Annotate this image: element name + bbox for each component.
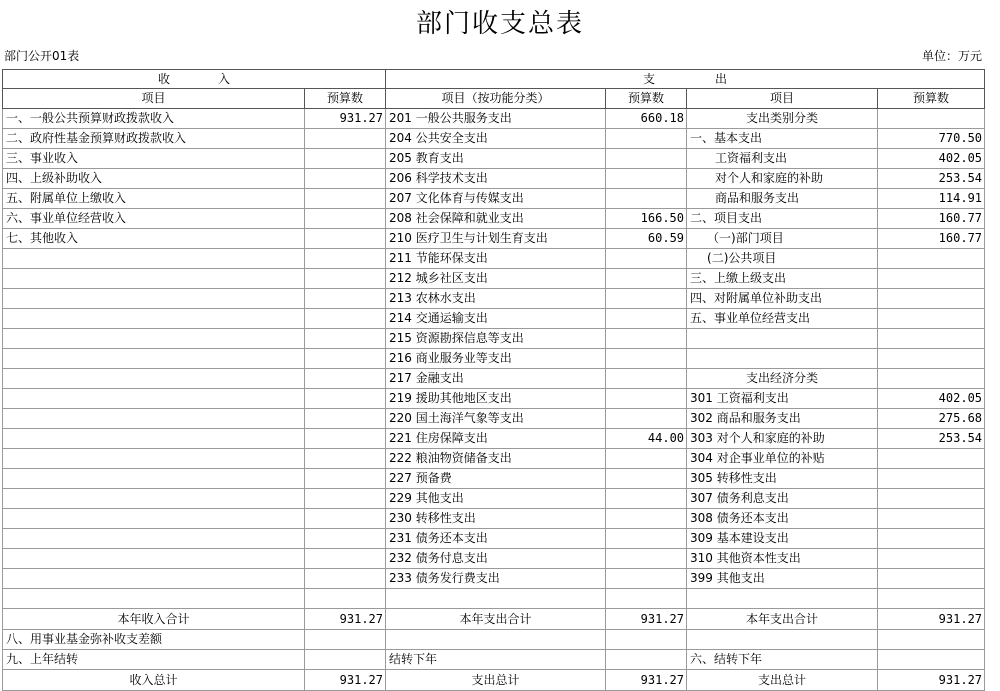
func-budget bbox=[606, 389, 687, 409]
func-item: 213 农林水支出 bbox=[386, 289, 606, 309]
func-item: 201 一般公共服务支出 bbox=[386, 109, 606, 129]
category-item: (二)公共项目 bbox=[687, 249, 878, 269]
func-item: 210 医疗卫生与计划生育支出 bbox=[386, 229, 606, 249]
header-row-group bbox=[3, 70, 985, 89]
func-item: 221 住房保障支出 bbox=[386, 429, 606, 449]
carry-out-value bbox=[606, 650, 687, 670]
expense-group-header: 支 出 bbox=[386, 70, 985, 89]
func-item: 214 交通运输支出 bbox=[386, 309, 606, 329]
income-item bbox=[3, 489, 305, 509]
category-budget bbox=[878, 509, 985, 529]
carry-out-value-2 bbox=[878, 650, 985, 670]
category-budget: 402.05 bbox=[878, 389, 985, 409]
category-item: 303 对个人和家庭的补助 bbox=[687, 429, 878, 449]
category-budget bbox=[878, 549, 985, 569]
category-budget bbox=[878, 529, 985, 549]
table-row bbox=[3, 369, 985, 389]
table-row bbox=[3, 229, 985, 249]
year-expense-label-2: 本年支出合计 bbox=[687, 609, 878, 630]
page-title: 部门收支总表 bbox=[415, 9, 584, 39]
income-item: 二、政府性基金预算财政拨款收入 bbox=[3, 129, 305, 149]
income-group-header: 收 入 bbox=[3, 70, 386, 89]
unit-label: 单位：万元 bbox=[921, 49, 982, 63]
fund-value bbox=[305, 630, 386, 650]
func-budget bbox=[606, 529, 687, 549]
year-expense-value-2: 931.27 bbox=[878, 609, 985, 630]
func-budget bbox=[606, 569, 687, 589]
func-item: 231 债务还本支出 bbox=[386, 529, 606, 549]
table-row bbox=[3, 489, 985, 509]
expense-total-value-2: 931.27 bbox=[878, 670, 985, 691]
income-item bbox=[3, 329, 305, 349]
category-budget bbox=[878, 449, 985, 469]
income-item: 七、其他收入 bbox=[3, 229, 305, 249]
income-budget bbox=[305, 489, 386, 509]
func-budget bbox=[606, 489, 687, 509]
category-item: 308 债务还本支出 bbox=[687, 509, 878, 529]
table-row bbox=[3, 289, 985, 309]
category-item: 五、事业单位经营支出 bbox=[687, 309, 878, 329]
table-row bbox=[3, 349, 985, 369]
income-budget bbox=[305, 329, 386, 349]
category-item: 对个人和家庭的补助 bbox=[687, 169, 878, 189]
year-expense-label: 本年支出合计 bbox=[386, 609, 606, 630]
category-budget bbox=[878, 289, 985, 309]
income-budget bbox=[305, 289, 386, 309]
category-item bbox=[687, 349, 878, 369]
carry-out-label: 结转下年 bbox=[386, 650, 606, 670]
category-item: 304 对企事业单位的补贴 bbox=[687, 449, 878, 469]
category-budget bbox=[878, 489, 985, 509]
func-item: 222 粮油物资储备支出 bbox=[386, 449, 606, 469]
income-budget bbox=[305, 309, 386, 329]
category-item bbox=[687, 589, 878, 609]
func-budget bbox=[606, 469, 687, 489]
income-item bbox=[3, 589, 305, 609]
income-item bbox=[3, 389, 305, 409]
func-item bbox=[386, 589, 606, 609]
expense-total-label: 支出总计 bbox=[386, 670, 606, 691]
category-item: 399 其他支出 bbox=[687, 569, 878, 589]
func-item: 208 社会保障和就业支出 bbox=[386, 209, 606, 229]
func-budget bbox=[606, 149, 687, 169]
income-budget-header: 预算数 bbox=[305, 89, 386, 109]
func-budget bbox=[606, 189, 687, 209]
func-item: 207 文化体育与传媒支出 bbox=[386, 189, 606, 209]
category-item: 一、基本支出 bbox=[687, 129, 878, 149]
func-item: 215 资源勘探信息等支出 bbox=[386, 329, 606, 349]
func-item: 232 债务付息支出 bbox=[386, 549, 606, 569]
income-budget bbox=[305, 529, 386, 549]
carry-in-value bbox=[305, 650, 386, 670]
func-budget: 660.18 bbox=[606, 109, 687, 129]
income-item: 六、事业单位经营收入 bbox=[3, 209, 305, 229]
func-item: 206 科学技术支出 bbox=[386, 169, 606, 189]
func-budget bbox=[606, 169, 687, 189]
category-budget bbox=[878, 309, 985, 329]
income-budget bbox=[305, 589, 386, 609]
table-row bbox=[3, 509, 985, 529]
income-item bbox=[3, 349, 305, 369]
table-row bbox=[3, 569, 985, 589]
grand-total-row bbox=[3, 670, 985, 691]
category-item: 工资福利支出 bbox=[687, 149, 878, 169]
table-row bbox=[3, 149, 985, 169]
income-item bbox=[3, 569, 305, 589]
func-item: 204 公共安全支出 bbox=[386, 129, 606, 149]
category-budget bbox=[878, 369, 985, 389]
func-budget bbox=[606, 349, 687, 369]
category-item: 309 基本建设支出 bbox=[687, 529, 878, 549]
func-item: 227 预备费 bbox=[386, 469, 606, 489]
table-row bbox=[3, 449, 985, 469]
carry-out-label-2: 六、结转下年 bbox=[687, 650, 878, 670]
income-item bbox=[3, 549, 305, 569]
category-budget bbox=[878, 589, 985, 609]
table-row bbox=[3, 409, 985, 429]
income-item: 一、一般公共预算财政拨款收入 bbox=[3, 109, 305, 129]
table-row bbox=[3, 269, 985, 289]
func-budget bbox=[606, 269, 687, 289]
category-budget bbox=[878, 469, 985, 489]
func-item: 205 教育支出 bbox=[386, 149, 606, 169]
category-budget bbox=[878, 249, 985, 269]
func-item: 219 援助其他地区支出 bbox=[386, 389, 606, 409]
category-item: 商品和服务支出 bbox=[687, 189, 878, 209]
category-budget: 402.05 bbox=[878, 149, 985, 169]
category-budget: 253.54 bbox=[878, 169, 985, 189]
table-row bbox=[3, 549, 985, 569]
income-budget bbox=[305, 189, 386, 209]
fund-label: 八、用事业基金弥补收支差额 bbox=[3, 630, 305, 650]
category-budget bbox=[878, 269, 985, 289]
table-row bbox=[3, 169, 985, 189]
func-budget bbox=[606, 589, 687, 609]
func-budget bbox=[606, 249, 687, 269]
income-item bbox=[3, 249, 305, 269]
func-budget bbox=[606, 409, 687, 429]
income-item bbox=[3, 289, 305, 309]
budget-summary-table bbox=[2, 69, 985, 691]
category-budget bbox=[878, 329, 985, 349]
table-row bbox=[3, 329, 985, 349]
expense-total-label-2: 支出总计 bbox=[687, 670, 878, 691]
income-item bbox=[3, 449, 305, 469]
category-item: 302 商品和服务支出 bbox=[687, 409, 878, 429]
income-item bbox=[3, 269, 305, 289]
category-item-header: 项目 bbox=[687, 89, 878, 109]
table-row bbox=[3, 589, 985, 609]
category-budget: 275.68 bbox=[878, 409, 985, 429]
income-budget bbox=[305, 349, 386, 369]
table-row bbox=[3, 249, 985, 269]
year-expense-value: 931.27 bbox=[606, 609, 687, 630]
income-budget bbox=[305, 369, 386, 389]
income-budget bbox=[305, 229, 386, 249]
income-item bbox=[3, 309, 305, 329]
income-budget bbox=[305, 249, 386, 269]
category-budget: 160.77 bbox=[878, 229, 985, 249]
carry-row bbox=[3, 650, 985, 670]
fund-row bbox=[3, 630, 985, 650]
income-budget bbox=[305, 209, 386, 229]
income-budget bbox=[305, 569, 386, 589]
func-budget bbox=[606, 309, 687, 329]
income-budget bbox=[305, 429, 386, 449]
income-total-value: 931.27 bbox=[305, 670, 386, 691]
category-item: 307 债务利息支出 bbox=[687, 489, 878, 509]
category-budget bbox=[878, 109, 985, 129]
table-row bbox=[3, 429, 985, 449]
category-item: （一)部门项目 bbox=[687, 229, 878, 249]
func-budget-header: 预算数 bbox=[606, 89, 687, 109]
category-budget: 114.91 bbox=[878, 189, 985, 209]
func-budget bbox=[606, 449, 687, 469]
category-item: 301 工资福利支出 bbox=[687, 389, 878, 409]
income-item bbox=[3, 529, 305, 549]
income-total-label: 收入总计 bbox=[3, 670, 305, 691]
category-item: 305 转移性支出 bbox=[687, 469, 878, 489]
category-budget: 770.50 bbox=[878, 129, 985, 149]
table-row bbox=[3, 109, 985, 129]
category-item: 四、对附属单位补助支出 bbox=[687, 289, 878, 309]
func-budget bbox=[606, 369, 687, 389]
income-budget bbox=[305, 269, 386, 289]
income-item: 五、附属单位上缴收入 bbox=[3, 189, 305, 209]
income-budget bbox=[305, 389, 386, 409]
func-budget bbox=[606, 129, 687, 149]
income-item bbox=[3, 469, 305, 489]
income-item: 三、事业收入 bbox=[3, 149, 305, 169]
empty-cell bbox=[687, 630, 878, 650]
income-item bbox=[3, 369, 305, 389]
income-budget: 931.27 bbox=[305, 109, 386, 129]
func-item: 230 转移性支出 bbox=[386, 509, 606, 529]
header-row-columns bbox=[3, 89, 985, 109]
category-item: 310 其他资本性支出 bbox=[687, 549, 878, 569]
func-item: 220 国土海洋气象等支出 bbox=[386, 409, 606, 429]
func-budget: 60.59 bbox=[606, 229, 687, 249]
category-budget: 253.54 bbox=[878, 429, 985, 449]
income-item: 四、上级补助收入 bbox=[3, 169, 305, 189]
func-item-header: 项目（按功能分类） bbox=[386, 89, 606, 109]
income-item bbox=[3, 429, 305, 449]
func-item: 229 其他支出 bbox=[386, 489, 606, 509]
category-item: 三、上缴上级支出 bbox=[687, 269, 878, 289]
table-row bbox=[3, 129, 985, 149]
category-budget-header: 预算数 bbox=[878, 89, 985, 109]
category-item bbox=[687, 329, 878, 349]
income-budget bbox=[305, 449, 386, 469]
func-item: 233 债务发行费支出 bbox=[386, 569, 606, 589]
empty-cell bbox=[606, 630, 687, 650]
table-row bbox=[3, 209, 985, 229]
category-item: 支出经济分类 bbox=[687, 369, 878, 389]
expense-total-value: 931.27 bbox=[606, 670, 687, 691]
func-budget bbox=[606, 509, 687, 529]
income-item bbox=[3, 409, 305, 429]
income-budget bbox=[305, 149, 386, 169]
category-budget bbox=[878, 569, 985, 589]
category-budget bbox=[878, 349, 985, 369]
year-income-value: 931.27 bbox=[305, 609, 386, 630]
income-budget bbox=[305, 169, 386, 189]
func-item: 211 节能环保支出 bbox=[386, 249, 606, 269]
func-item: 217 金融支出 bbox=[386, 369, 606, 389]
table-row bbox=[3, 189, 985, 209]
category-item: 二、项目支出 bbox=[687, 209, 878, 229]
income-budget bbox=[305, 549, 386, 569]
empty-cell bbox=[878, 630, 985, 650]
func-budget bbox=[606, 329, 687, 349]
income-budget bbox=[305, 409, 386, 429]
empty-cell bbox=[386, 630, 606, 650]
income-budget bbox=[305, 509, 386, 529]
func-budget: 166.50 bbox=[606, 209, 687, 229]
func-item: 212 城乡社区支出 bbox=[386, 269, 606, 289]
category-budget: 160.77 bbox=[878, 209, 985, 229]
func-budget bbox=[606, 549, 687, 569]
category-item: 支出类别分类 bbox=[687, 109, 878, 129]
year-total-row bbox=[3, 609, 985, 630]
func-budget bbox=[606, 289, 687, 309]
table-row bbox=[3, 469, 985, 489]
income-item bbox=[3, 509, 305, 529]
func-item: 216 商业服务业等支出 bbox=[386, 349, 606, 369]
income-budget bbox=[305, 469, 386, 489]
table-row bbox=[3, 529, 985, 549]
carry-in-label: 九、上年结转 bbox=[3, 650, 305, 670]
table-row bbox=[3, 309, 985, 329]
func-budget: 44.00 bbox=[606, 429, 687, 449]
table-row bbox=[3, 389, 985, 409]
income-item-header: 项目 bbox=[3, 89, 305, 109]
table-code-label: 部门公开01表 bbox=[4, 49, 80, 63]
year-income-label: 本年收入合计 bbox=[3, 609, 305, 630]
income-budget bbox=[305, 129, 386, 149]
